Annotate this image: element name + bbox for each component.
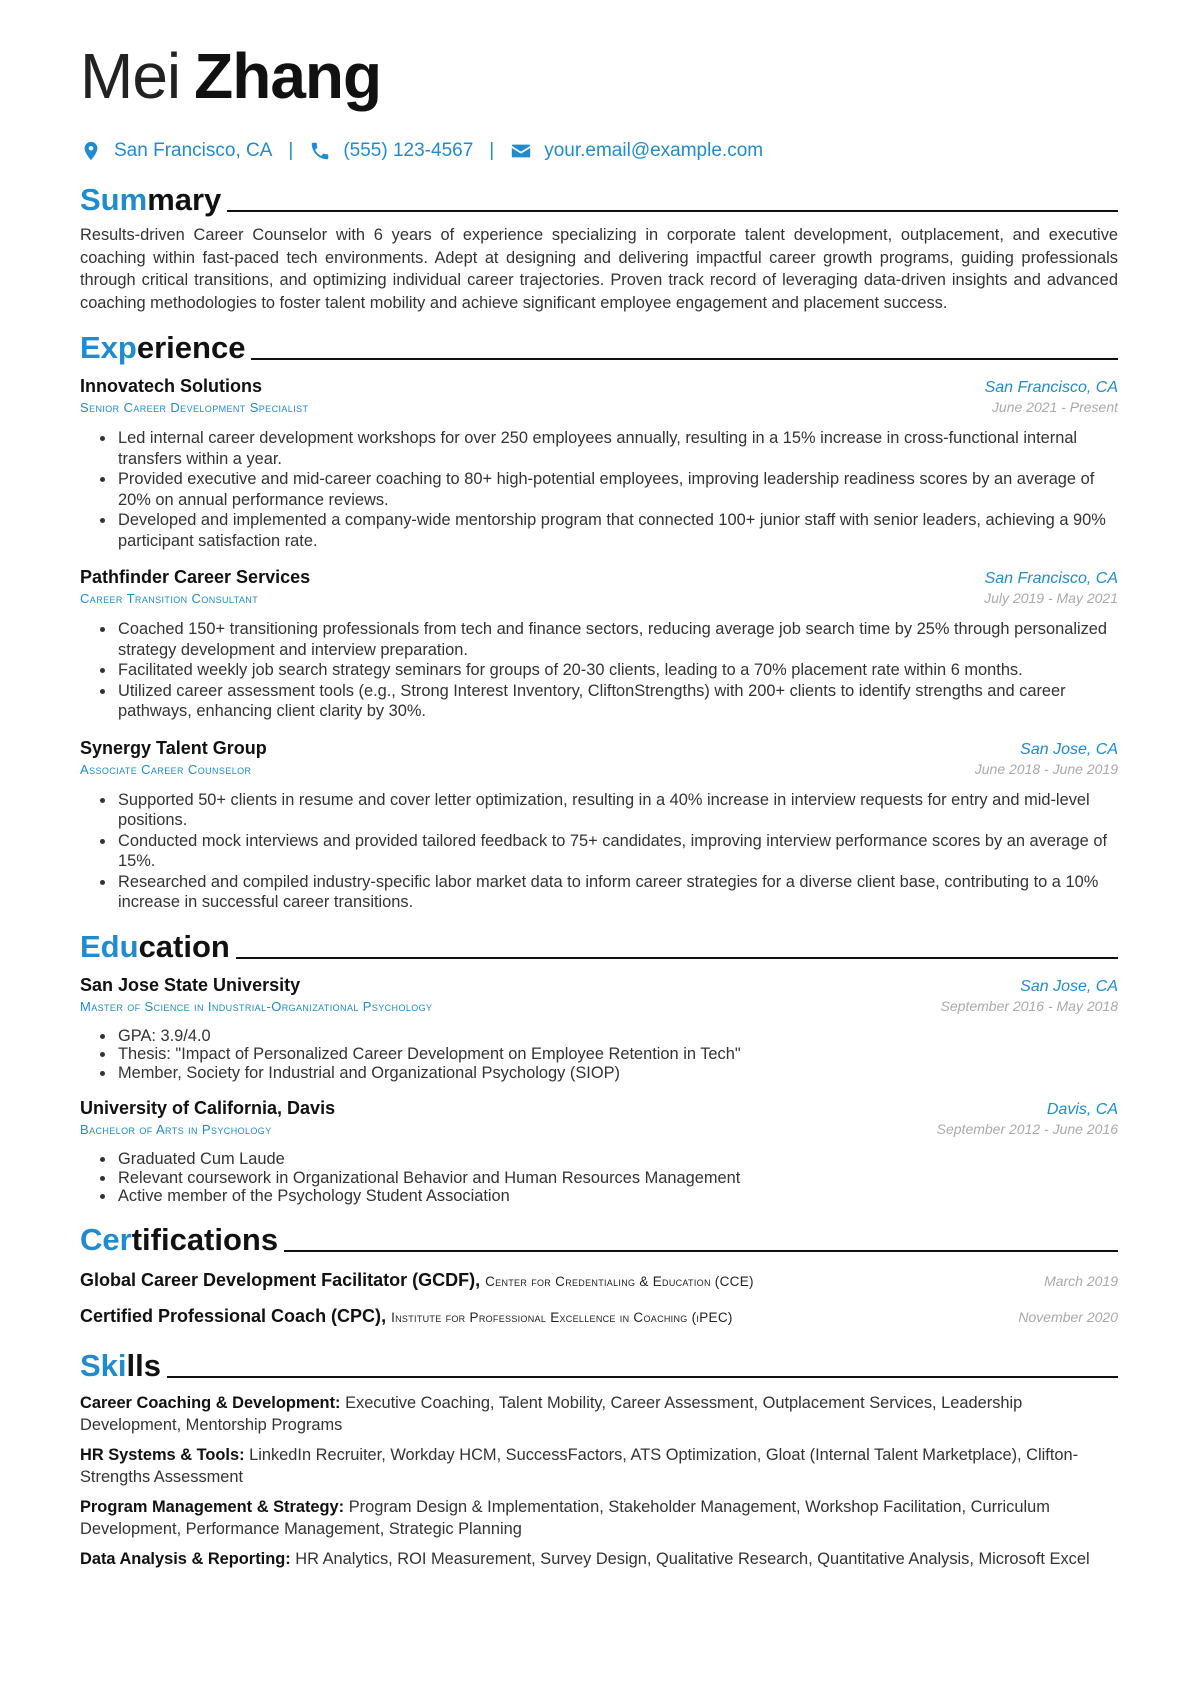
job-location: San Francisco, CA: [984, 379, 1118, 397]
education-entry: [80, 1096, 1118, 1206]
skill-label: Program Management & Strategy:: [80, 1497, 345, 1516]
bullet-item: • Researched and compiled industry-specific labor market data to inform career strategies for a diverse client base, contributing to a 10% increase in successful career transitions.: [116, 872, 1118, 913]
first-name: Mei: [80, 40, 181, 112]
contact-location: [80, 140, 272, 162]
job-role: Associate Career Counselor: [80, 761, 252, 777]
job-dates: June 2021 - Present: [991, 399, 1118, 416]
certification-item: Global Career Development Facilitator (GCDF), Center for Credentialing & Education (CCE) March 2019: [80, 1266, 1118, 1296]
section-title: [80, 182, 221, 218]
school-location: San Jose, CA: [1020, 977, 1118, 995]
bullet-item: • Active member of the Psychology Student Association: [116, 1187, 1118, 1206]
bullet-item: • Led internal career development workshops for over 250 employees annually, resulting in a 15% increase in cross-functional internal transfers within a year.: [116, 428, 1118, 469]
education-heading: [80, 927, 1118, 965]
skill-group: [80, 1548, 1118, 1570]
envelope-icon: [510, 140, 532, 162]
title-rest: cation: [138, 928, 230, 964]
bullet-item: • Relevant coursework in Organizational Behavior and Human Resources Management: [116, 1169, 1118, 1188]
title-rest: erience: [136, 330, 246, 366]
contact-email[interactable]: [510, 140, 763, 162]
title-accent: Edu: [80, 928, 139, 964]
job-entry: [80, 565, 1118, 722]
section-rule: [251, 358, 1118, 360]
contact-separator: |: [288, 140, 294, 161]
bullet-item: • Facilitated weekly job search strategy seminars for groups of 20-30 clients, leading to a 70% placement rate within 6 months.: [116, 660, 1118, 681]
last-name: Zhang: [194, 40, 382, 112]
title-accent: Ski: [80, 1347, 127, 1383]
phone-icon: [309, 140, 331, 162]
school-dates: September 2012 - June 2016: [936, 1121, 1118, 1138]
skill-items: LinkedIn Recruiter, Workday HCM, SuccessFactors, ATS Optimization, Gloat (Internal Talent Marketplace), Clifton-Strengths Assessment: [80, 1445, 1079, 1486]
education-bullets: [80, 1150, 1118, 1206]
school-name: University of California, Davis: [80, 1098, 336, 1119]
job-entry: [80, 374, 1118, 551]
certification-item: Certified Professional Coach (CPC), Institute for Professional Excellence in Coaching (iPEC) November 2020: [80, 1302, 1118, 1332]
job-bullets: [80, 619, 1118, 722]
section-rule: [227, 210, 1118, 212]
bullet-item: • Developed and implemented a company-wide mentorship program that connected 100+ junior staff with senior leaders, achieving a 90% participant satisfaction rate.: [116, 510, 1118, 551]
certification-date: November 2020: [1018, 1308, 1118, 1325]
title-rest: lls: [126, 1347, 161, 1383]
experience-heading: [80, 328, 1118, 366]
skill-items: Executive Coaching, Talent Mobility, Career Assessment, Outplacement Services, Leadership Development, Mentorship Programs: [80, 1393, 1023, 1434]
summary-text: Results-driven Career Counselor with 6 years of experience specializing in corporate talent development, outplacement, and executive coaching within fast-paced tech environments. Adept at designing and delivering impactful career growth programs, guiding professionals through critical transitions, and optimizing individual career trajectories. Proven track record of leveraging data-driven insights and advanced coaching methodologies to foster talent mobility and achieve significant employee engagement and placement success.: [80, 226, 1118, 312]
school-location: Davis, CA: [1046, 1101, 1118, 1119]
bullet-item: • GPA: 3.9/4.0: [116, 1027, 1118, 1046]
contact-bar: [80, 136, 1118, 166]
skill-group: [80, 1496, 1118, 1540]
job-dates: June 2018 - June 2019: [974, 760, 1118, 777]
degree: Master of Science in Industrial-Organizational Psychology: [80, 998, 433, 1014]
contact-separator: |: [489, 140, 495, 161]
company-name: Pathfinder Career Services: [80, 567, 311, 588]
bullet-item: • Utilized career assessment tools (e.g., Strong Interest Inventory, CliftonStrengths) with 200+ clients to identify strengths and career pathways, enhancing client clarity by 30%.: [116, 681, 1118, 722]
contact-phone: [309, 140, 473, 162]
section-rule: [284, 1250, 1118, 1252]
email-link[interactable]: your.email@example.com: [544, 140, 764, 161]
school-dates: September 2016 - May 2018: [940, 997, 1118, 1014]
education-bullets: [80, 1027, 1118, 1083]
section-title: [80, 330, 245, 366]
bullet-item: • Supported 50+ clients in resume and cover letter optimization, resulting in a 40% increase in interview requests for entry and mid-level positions.: [116, 790, 1118, 831]
job-entry: [80, 736, 1118, 913]
bullet-item: • Graduated Cum Laude: [116, 1150, 1118, 1169]
bullet-item: • Member, Society for Industrial and Organizational Psychology (SIOP): [116, 1064, 1118, 1083]
candidate-name: [80, 36, 1118, 116]
summary-heading: [80, 180, 1118, 218]
certification-name: Global Career Development Facilitator (GCDF): [80, 1269, 476, 1290]
phone-text: (555) 123-4567: [343, 140, 474, 161]
job-location: San Jose, CA: [1020, 740, 1118, 758]
job-dates: July 2019 - May 2021: [984, 590, 1118, 607]
skill-label: Career Coaching & Development:: [80, 1393, 341, 1412]
job-bullets: [80, 428, 1118, 551]
bullet-item: • Conducted mock interviews and provided tailored feedback to 75+ candidates, improving interview performance scores by an average of 15%.: [116, 831, 1118, 872]
education-entry: [80, 973, 1118, 1083]
bullet-item: • Provided executive and mid-career coaching to 80+ high-potential employees, improving leadership readiness scores by an average of 20% on annual performance reviews.: [116, 469, 1118, 510]
job-role: Senior Career Development Specialist: [80, 400, 309, 416]
section-rule: [167, 1376, 1118, 1378]
section-rule: [236, 957, 1118, 959]
degree: Bachelor of Arts in Psychology: [80, 1122, 272, 1138]
section-title: [80, 1348, 161, 1384]
title-rest: tifications: [131, 1221, 279, 1257]
skill-items: Program Design & Implementation, Stakeholder Management, Workshop Facilitation, Curriculum Development, Performance Management, Strategic Planning: [80, 1497, 1050, 1538]
bullet-item: • Thesis: "Impact of Personalized Career Development on Employee Retention in Tech": [116, 1045, 1118, 1064]
certification-institution: Institute for Professional Excellence in Coaching (iPEC): [391, 1309, 733, 1325]
job-location: San Francisco, CA: [984, 570, 1118, 588]
title-accent: Sum: [80, 182, 148, 217]
skill-label: Data Analysis & Reporting:: [80, 1549, 291, 1568]
location-text: San Francisco, CA: [114, 140, 273, 161]
skill-group: [80, 1392, 1118, 1436]
resume-page: [80, 36, 1118, 1570]
section-title: [80, 929, 230, 965]
map-marker-icon: [80, 140, 102, 162]
title-rest: mary: [147, 182, 222, 217]
bullet-item: • Coached 150+ transitioning professionals from tech and finance sectors, reducing average job search time by 25% through personalized strategy development and interview preparation.: [116, 619, 1118, 660]
certifications-heading: [80, 1220, 1118, 1258]
job-bullets: [80, 790, 1118, 913]
title-accent: Cer: [80, 1221, 132, 1257]
title-accent: Exp: [80, 330, 137, 366]
skill-group: [80, 1444, 1118, 1488]
job-role: Career Transition Consultant: [80, 591, 259, 607]
certification-date: March 2019: [1044, 1272, 1118, 1289]
company-name: Innovatech Solutions: [80, 376, 263, 397]
certification-institution: Center for Credentialing & Education (CCE): [485, 1273, 754, 1289]
skill-label: HR Systems & Tools:: [80, 1445, 245, 1464]
certification-name: Certified Professional Coach (CPC): [80, 1305, 382, 1326]
skills-heading: [80, 1346, 1118, 1384]
skill-items: HR Analytics, ROI Measurement, Survey Design, Qualitative Research, Quantitative Analysis, Microsoft Excel: [295, 1549, 1090, 1568]
school-name: San Jose State University: [80, 974, 301, 995]
company-name: Synergy Talent Group: [80, 737, 267, 758]
section-title: [80, 1222, 278, 1258]
